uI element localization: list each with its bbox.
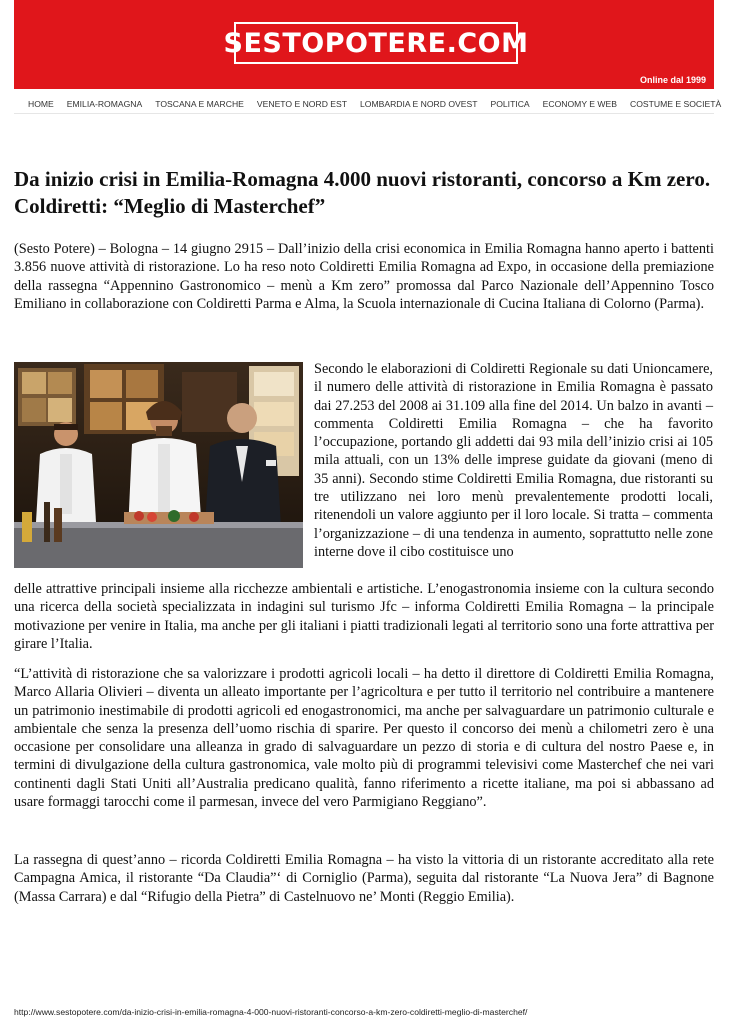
- article-continuation-paragraph: delle attrattive principali insieme alla ricchezze ambientali e artistiche. L’enogastronomia insieme con la cultura secondo una ricerca della società specializzata in indagini sul turismo Jfc – informa Coldiretti Emilia Romagna – la principale motivazione per venire in Italia, ma anche per gli italiani i piatti tradizionali legati al territorio sono una forte attrattiva per girare l’Italia.: [14, 581, 714, 652]
- site-logo[interactable]: [223, 22, 529, 64]
- nav-item-home[interactable]: HOME: [28, 99, 54, 109]
- nav-item-costume-e-societa[interactable]: COSTUME E SOCIETÀ: [630, 99, 722, 109]
- nav-item-emilia-romagna[interactable]: EMILIA-ROMAGNA: [66, 99, 143, 109]
- site-header: [14, 0, 714, 89]
- nav-item-economy-e-web[interactable]: ECONOMY E WEB: [542, 99, 617, 109]
- article-side-paragraph: Secondo le elaborazioni di Coldiretti Regionale su dati Unioncamere, il numero delle attività di ristorazione in Emilia Romagna è passato dai 27.253 del 2008 ai 31.109 alla fine del 2014. Un balzo in avanti – commenta Coldiretti Emilia Romagna – che ha favorito l’occupazione, portando gli addetti dai 93 mila dell’inizio crisi ai 105 mila attuali, con un 13% delle imprese guidate da giovani (meno di 35 anni). Secondo stime Coldiretti Emilia Romagna, due ristoranti su tre utilizzano nei loro menù prevalentemente prodotti locali, ritenendoli un valore aggiunto per il loro locale. Si tratta – commenta l’organizzazione – di una tendenza in aumento, soprattutto nelle zone interne dove il cibo costituisce uno: [314, 361, 713, 560]
- nav-item-lombardia-e-nord-ovest[interactable]: LOMBARDIA E NORD OVEST: [360, 99, 478, 109]
- nav-item-veneto-e-nord-est[interactable]: VENETO E NORD EST: [256, 99, 347, 109]
- online-since-tagline: Online dal 1999: [639, 75, 706, 85]
- article-quote-paragraph: “L’attività di ristorazione che sa valorizzare i prodotti agricoli locali – ha detto il direttore di Coldiretti Emilia Romagna, Marco Allaria Olivieri – diventa un alleato importante per l’agricoltura e per tutto il territorio nel contribuire a mantenere un patrimonio inestimabile di prodotti agricoli ed enogastronomici, ma anche per salvaguardare un patrimonio culturale e ambientale che senza la presenza dell’uomo rischia di sparire. Per questo il concorso dei menù a chilometri zero è una occasione per consolidare una alleanza in grado di salvaguardare un pezzo di storia e di cultura del nostro Paese e, in termini di divulgazione della cultura gastronomica, vale molto più di programmi televisivi come Masterchef che nei vari continenti dagli Stati Uniti all’Australia predicano qualità, fanno riferimento a ricette italiane, ma poi si abbassano ad usare formaggi tarocchi come il parmesan, invece del vero Parmigiano Reggiano”.: [14, 666, 714, 811]
- nav-item-politica[interactable]: POLITICA: [490, 99, 530, 109]
- article-photo: [14, 362, 303, 568]
- nav-item-toscana-e-marche[interactable]: TOSCANA E MARCHE: [155, 99, 244, 109]
- footer-url[interactable]: http://www.sestopotere.com/da-inizio-crisi-in-emilia-romagna-4-000-nuovi-ristoranti-concorso-a-km-zero-coldiretti-meglio-di-masterchef/: [14, 1007, 528, 1017]
- article-intro-paragraph: (Sesto Potere) – Bologna – 14 giugno 2915 – Dall’inizio della crisi economica in Emilia Romagna hanno aperto i battenti 3.856 nuove attività di ristorazione. Lo ha reso noto Coldiretti Emilia Romagna ad Expo, in occasione della premiazione della rassegna “Appennino Gastronomico – menù a Km zero” promossa dal Parco Nazionale dell’Appennino Tosco Emiliano in collaborazione con Coldiretti Parma e Alma, la Scuola internazionale di Cucina Italiana di Colorno (Parma).: [14, 241, 714, 312]
- main-nav: [14, 95, 722, 114]
- article-closing-paragraph: La rassegna di quest’anno – ricorda Coldiretti Emilia Romagna – ha visto la vittoria di un ristorante accreditato alla rete Campagna Amica, il ristorante “Da Claudia”‘ di Corniglio (Parma), seguita dal ristorante “La Nuova Jera” di Bagnone (Massa Carrara) e dal “Rifugio della Pietra” di Castelnuovo ne’ Monti (Reggio Emilia).: [14, 852, 714, 905]
- article-title: Da inizio crisi in Emilia-Romagna 4.000 nuovi ristoranti, concorso a Km zero. Coldiretti: “Meglio di Masterchef”: [14, 167, 711, 218]
- logo-text: SESTOPOTERE.COM: [223, 27, 529, 59]
- masterchef-judges-image: [14, 362, 303, 568]
